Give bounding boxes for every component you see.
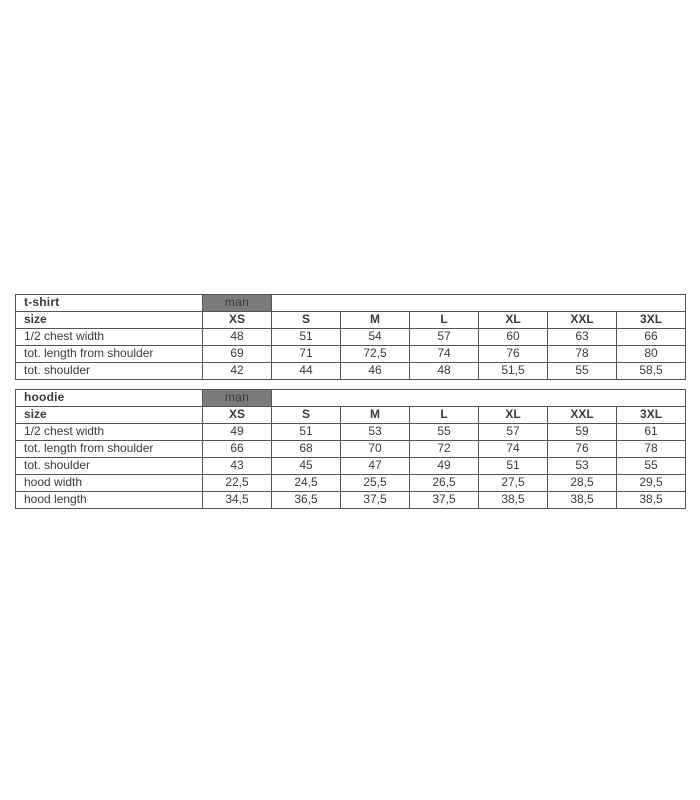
hoodie-size-table	[15, 389, 686, 509]
value-cell: 48	[203, 329, 272, 346]
size-header: XL	[479, 407, 548, 424]
size-header: 3XL	[617, 312, 686, 329]
row-label: 1/2 chest width	[16, 329, 203, 346]
table-row	[16, 346, 686, 363]
size-header: XS	[203, 407, 272, 424]
value-cell: 42	[203, 363, 272, 380]
value-cell: 28,5	[548, 475, 617, 492]
table-row	[16, 492, 686, 509]
value-cell: 24,5	[272, 475, 341, 492]
title-row-spacer	[272, 390, 686, 407]
size-header: S	[272, 312, 341, 329]
value-cell: 59	[548, 424, 617, 441]
row-label: hood length	[16, 492, 203, 509]
value-cell: 53	[341, 424, 410, 441]
value-cell: 54	[341, 329, 410, 346]
size-header-row	[16, 407, 686, 424]
row-label: tot. length from shoulder	[16, 441, 203, 458]
size-header-row	[16, 312, 686, 329]
value-cell: 72	[410, 441, 479, 458]
value-cell: 76	[548, 441, 617, 458]
size-header: XXL	[548, 312, 617, 329]
value-cell: 27,5	[479, 475, 548, 492]
value-cell: 61	[617, 424, 686, 441]
table-row	[16, 458, 686, 475]
value-cell: 45	[272, 458, 341, 475]
title-row-spacer	[272, 295, 686, 312]
value-cell: 78	[548, 346, 617, 363]
value-cell: 47	[341, 458, 410, 475]
size-header: XS	[203, 312, 272, 329]
value-cell: 48	[410, 363, 479, 380]
row-label: tot. shoulder	[16, 363, 203, 380]
value-cell: 72,5	[341, 346, 410, 363]
size-header: M	[341, 312, 410, 329]
value-cell: 57	[410, 329, 479, 346]
value-cell: 46	[341, 363, 410, 380]
tshirt-size-table	[15, 294, 686, 380]
size-header: M	[341, 407, 410, 424]
table-title-row	[16, 295, 686, 312]
value-cell: 66	[617, 329, 686, 346]
value-cell: 51,5	[479, 363, 548, 380]
value-cell: 38,5	[548, 492, 617, 509]
value-cell: 60	[479, 329, 548, 346]
value-cell: 29,5	[617, 475, 686, 492]
value-cell: 51	[272, 424, 341, 441]
value-cell: 36,5	[272, 492, 341, 509]
value-cell: 76	[479, 346, 548, 363]
value-cell: 68	[272, 441, 341, 458]
value-cell: 53	[548, 458, 617, 475]
value-cell: 63	[548, 329, 617, 346]
table-row	[16, 441, 686, 458]
value-cell: 55	[617, 458, 686, 475]
value-cell: 43	[203, 458, 272, 475]
value-cell: 25,5	[341, 475, 410, 492]
table-row	[16, 329, 686, 346]
value-cell: 22,5	[203, 475, 272, 492]
table-title: hoodie	[16, 390, 203, 407]
size-header: 3XL	[617, 407, 686, 424]
row-label: size	[16, 312, 203, 329]
value-cell: 37,5	[410, 492, 479, 509]
table-row	[16, 424, 686, 441]
size-header: XXL	[548, 407, 617, 424]
size-header: L	[410, 312, 479, 329]
value-cell: 49	[203, 424, 272, 441]
size-charts	[15, 294, 685, 518]
row-label: 1/2 chest width	[16, 424, 203, 441]
value-cell: 51	[272, 329, 341, 346]
value-cell: 71	[272, 346, 341, 363]
value-cell: 70	[341, 441, 410, 458]
value-cell: 58,5	[617, 363, 686, 380]
table-row	[16, 475, 686, 492]
value-cell: 38,5	[479, 492, 548, 509]
value-cell: 57	[479, 424, 548, 441]
table-title: t-shirt	[16, 295, 203, 312]
value-cell: 51	[479, 458, 548, 475]
size-header: S	[272, 407, 341, 424]
row-label: hood width	[16, 475, 203, 492]
gender-badge: man	[203, 295, 272, 312]
value-cell: 74	[479, 441, 548, 458]
value-cell: 78	[617, 441, 686, 458]
value-cell: 55	[548, 363, 617, 380]
gender-badge: man	[203, 390, 272, 407]
value-cell: 66	[203, 441, 272, 458]
value-cell: 37,5	[341, 492, 410, 509]
value-cell: 69	[203, 346, 272, 363]
table-title-row	[16, 390, 686, 407]
value-cell: 38,5	[617, 492, 686, 509]
value-cell: 80	[617, 346, 686, 363]
value-cell: 74	[410, 346, 479, 363]
size-header: XL	[479, 312, 548, 329]
value-cell: 34,5	[203, 492, 272, 509]
row-label: size	[16, 407, 203, 424]
row-label: tot. length from shoulder	[16, 346, 203, 363]
value-cell: 26,5	[410, 475, 479, 492]
value-cell: 49	[410, 458, 479, 475]
size-header: L	[410, 407, 479, 424]
value-cell: 44	[272, 363, 341, 380]
value-cell: 55	[410, 424, 479, 441]
table-row	[16, 363, 686, 380]
row-label: tot. shoulder	[16, 458, 203, 475]
